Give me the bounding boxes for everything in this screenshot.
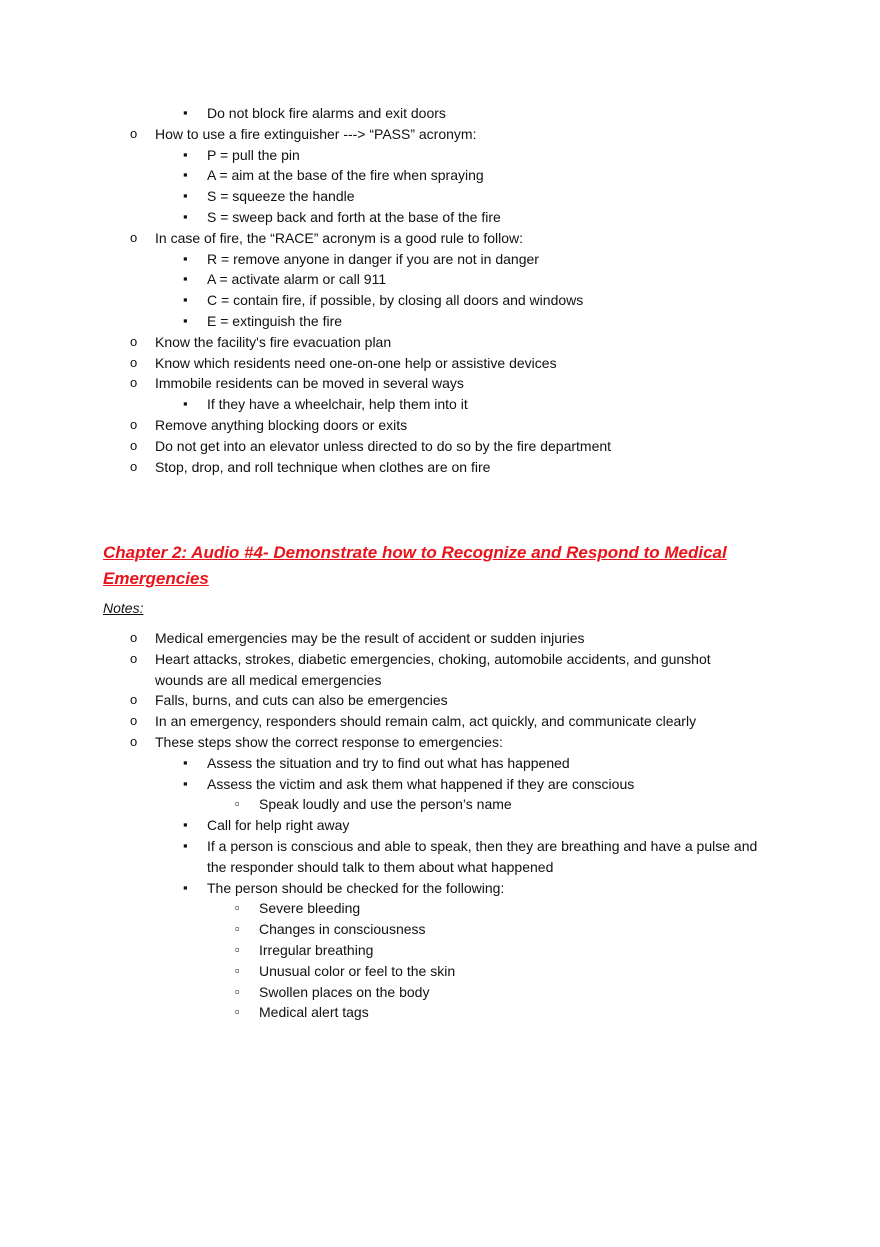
square-bullet-icon: ▪: [183, 838, 188, 853]
square-bullet-icon: ▪: [183, 105, 188, 120]
list-item-text: Heart attacks, strokes, diabetic emergencies, choking, automobile accidents, and gunshot: [155, 650, 711, 667]
list-item-text: Know which residents need one-on-one help or assistive devices: [155, 354, 557, 371]
list-item-text: Unusual color or feel to the skin: [259, 962, 456, 979]
list-item-text: C = contain fire, if possible, by closing all doors and windows: [207, 292, 584, 309]
list-item-text: The person should be checked for the following:: [207, 879, 505, 896]
list-item-text: R = remove anyone in danger if you are not in danger: [207, 250, 539, 267]
list-item-text: Assess the victim and ask them what happened if they are conscious: [207, 775, 635, 792]
list-item-text: A = activate alarm or call 911: [207, 271, 387, 288]
list-item-text: These steps show the correct response to emergencies:: [155, 734, 503, 750]
circle-bullet-icon: o: [130, 692, 138, 708]
list-item-text: E = extinguish the fire: [207, 313, 343, 329]
list-item-text: wounds are all medical emergencies: [155, 671, 382, 688]
square-bullet-icon: ▪: [183, 188, 188, 204]
circle-bullet-icon: o: [130, 650, 138, 666]
list-item-text: Immobile residents can be moved in several ways: [155, 375, 464, 392]
square-bullet-icon: ▪: [183, 775, 188, 791]
circle-bullet-icon: o: [130, 229, 138, 245]
list-item-text: Changes in consciousness: [259, 921, 426, 938]
list-item-text: Falls, burns, and cuts can also be emergencies: [155, 692, 448, 709]
list-item-text: Irregular breathing: [259, 942, 374, 958]
list-item-text: In case of fire, the “RACE” acronym is a good rule to follow:: [155, 229, 524, 246]
square-bullet-icon: ▪: [183, 396, 188, 412]
list-item-text: Remove anything blocking doors or exits: [155, 417, 408, 433]
hollow-square-bullet-icon: ▫: [235, 962, 240, 978]
circle-bullet-icon: o: [130, 125, 138, 141]
list-item-text: S = sweep back and forth at the base of the fire: [207, 209, 501, 225]
circle-bullet-icon: o: [130, 734, 138, 749]
square-bullet-icon: ▪: [183, 146, 188, 162]
list-item-text: Know the facility's fire evacuation plan: [155, 333, 392, 350]
list-item-text: Medical alert tags: [259, 1004, 369, 1021]
square-bullet-icon: ▪: [183, 167, 188, 183]
list-item-text: S = squeeze the handle: [207, 188, 355, 205]
square-bullet-icon: ▪: [183, 754, 188, 770]
hollow-square-bullet-icon: ▫: [235, 921, 240, 937]
hollow-square-bullet-icon: ▫: [235, 942, 240, 957]
list-item-text: Severe bleeding: [259, 900, 361, 917]
chapter-heading-line1: Chapter 2: Audio #4- Demonstrate how to Recognize and Respond to Medical: [103, 543, 727, 562]
notes-label: Notes:: [103, 600, 144, 616]
circle-bullet-icon: o: [130, 458, 138, 474]
list-item-text: In an emergency, responders should remain calm, act quickly, and communicate clearly: [155, 713, 697, 730]
square-bullet-icon: ▪: [183, 879, 188, 895]
circle-bullet-icon: o: [130, 437, 138, 453]
square-bullet-icon: ▪: [183, 271, 188, 287]
hollow-square-bullet-icon: ▫: [235, 1004, 240, 1020]
circle-bullet-icon: o: [130, 333, 138, 349]
list-item-text: the responder should talk to them about what happened: [207, 858, 554, 875]
hollow-square-bullet-icon: ▫: [235, 900, 240, 916]
list-item-text: Call for help right away: [207, 817, 350, 834]
list-item-text: Assess the situation and try to find out what has happened: [207, 754, 570, 771]
list-item-text: A = aim at the base of the fire when spraying: [207, 167, 484, 184]
list-item-text: Medical emergencies may be the result of accident or sudden injuries: [155, 630, 585, 646]
square-bullet-icon: ▪: [183, 292, 188, 308]
list-item-text: If a person is conscious and able to speak, then they are breathing and have a pulse and: [207, 838, 758, 854]
list-item-text: Speak loudly and use the person’s name: [259, 796, 512, 813]
list-item-text: Do not get into an elevator unless directed to do so by the fire department: [155, 437, 612, 454]
square-bullet-icon: ▪: [183, 817, 188, 833]
circle-bullet-icon: o: [130, 630, 138, 645]
list-item-text: Stop, drop, and roll technique when clothes are on fire: [155, 458, 491, 475]
circle-bullet-icon: o: [130, 375, 138, 391]
square-bullet-icon: ▪: [183, 250, 188, 266]
list-item-text: Do not block fire alarms and exit doors: [207, 105, 446, 121]
hollow-square-bullet-icon: ▫: [235, 796, 240, 812]
list-item-text: How to use a fire extinguisher ---> “PASS” acronym:: [155, 125, 477, 142]
hollow-square-bullet-icon: ▫: [235, 983, 240, 999]
circle-bullet-icon: o: [130, 354, 138, 370]
list-item-text: If they have a wheelchair, help them into it: [207, 396, 468, 413]
list-item-text: Swollen places on the body: [259, 983, 430, 1000]
square-bullet-icon: ▪: [183, 209, 188, 224]
square-bullet-icon: ▪: [183, 313, 188, 328]
chapter-heading-line2: Emergencies: [103, 569, 209, 588]
circle-bullet-icon: o: [130, 417, 138, 432]
list-item-text: P = pull the pin: [207, 146, 300, 163]
circle-bullet-icon: o: [130, 713, 138, 729]
